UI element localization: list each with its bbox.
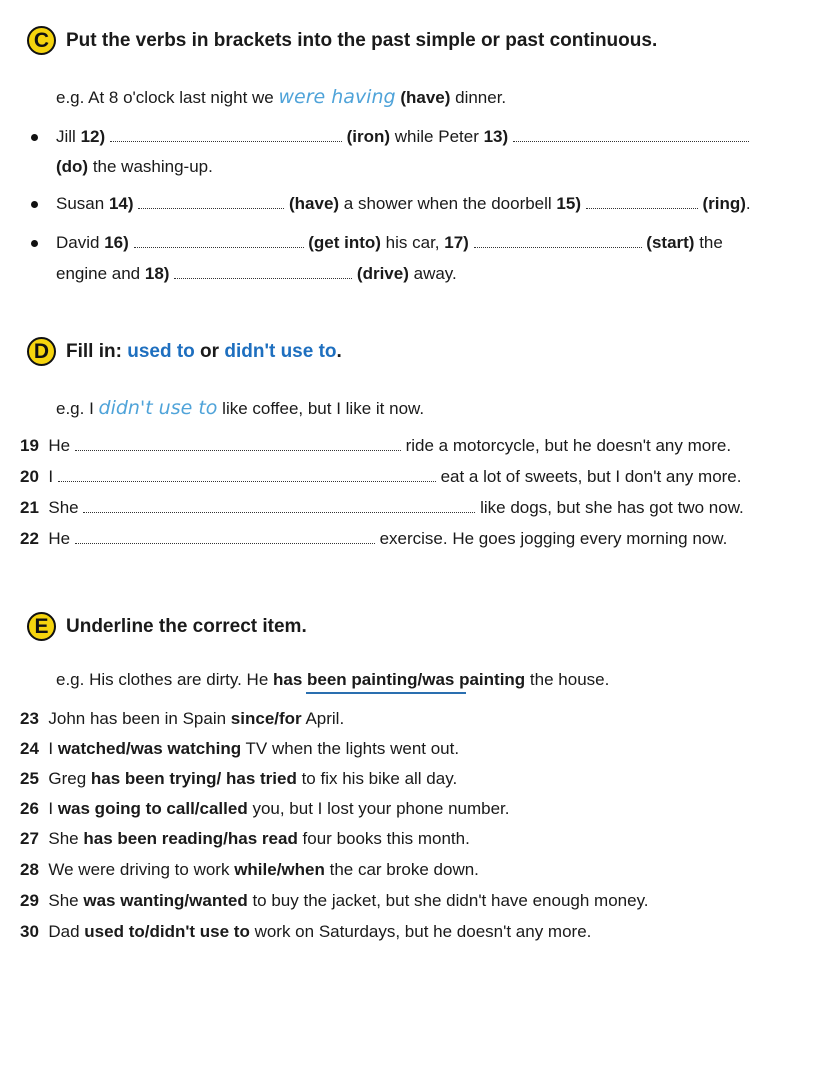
choice-options[interactable]: while/when (234, 860, 325, 879)
item-text: away. (408, 264, 457, 283)
item-number: 25 (20, 769, 39, 788)
section-letter: E (34, 615, 49, 638)
item-text: John has been in Spain (48, 709, 231, 728)
item-number: 23 (20, 709, 39, 728)
item-number: 29 (20, 891, 39, 910)
section-c-badge (27, 26, 56, 55)
answer-blank-15[interactable] (586, 196, 698, 209)
item-text: exercise. He goes jogging every morning now. (379, 529, 728, 548)
choice-options[interactable]: used to/didn't use to (84, 922, 250, 941)
section-e-badge (27, 612, 56, 641)
verb-hint: (get into) (308, 233, 381, 252)
choice-options[interactable]: has been trying/ has tried (90, 769, 297, 788)
item-text: the washing-up. (88, 157, 213, 176)
exercise-item-25 (20, 769, 457, 789)
exercise-item-26 (20, 799, 510, 819)
verb-hint: (do) (56, 157, 89, 176)
exercise-item-22 (20, 529, 727, 549)
answer-blank-13[interactable] (513, 129, 749, 142)
item-number: 22 (20, 529, 39, 548)
verb-hint: (have) (288, 194, 340, 213)
item-text: the car broke down. (324, 860, 479, 879)
item-number: 26 (20, 799, 39, 818)
item-number: 13) (483, 127, 509, 146)
item-number: 17) (444, 233, 469, 252)
answer-blank-14[interactable] (138, 196, 284, 209)
exercise-item-24 (20, 739, 459, 759)
section-c-example (56, 86, 506, 108)
answer-blank-19[interactable] (75, 438, 401, 451)
item-text: We were driving to work (48, 860, 235, 879)
item-number: 19 (20, 436, 39, 455)
section-d-example (56, 397, 424, 419)
item-text: Jill (56, 127, 81, 146)
item-number: 21 (20, 498, 39, 517)
answer-blank-12[interactable] (110, 129, 342, 142)
option-used-to: used to (127, 341, 195, 362)
example-text: e.g. I (56, 399, 99, 418)
example-answer: were having (278, 86, 396, 108)
section-e-title: Underline the correct item. (66, 616, 307, 637)
answer-blank-21[interactable] (83, 500, 475, 513)
item-text: . (745, 194, 751, 213)
item-number: 27 (20, 829, 39, 848)
item-number: 16) (104, 233, 129, 252)
item-text: He (48, 436, 71, 455)
item-text: He (48, 529, 71, 548)
exercise-item-david-line2 (56, 264, 457, 284)
item-number: 28 (20, 860, 39, 879)
item-text: Dad (48, 922, 85, 941)
section-letter: D (33, 340, 50, 363)
example-text: e.g. At 8 o'clock last night we (56, 88, 279, 107)
item-text: Susan (56, 194, 109, 213)
title-text: . (336, 341, 342, 362)
item-number: 20 (20, 467, 39, 486)
choice-options[interactable]: watched/was watching (57, 739, 242, 758)
item-text: Greg (48, 769, 91, 788)
item-text: I (48, 799, 58, 818)
exercise-item-23 (20, 709, 344, 729)
answer-blank-20[interactable] (58, 469, 436, 482)
example-answer: didn't use to (98, 397, 218, 419)
choice-options[interactable]: was going to call/called (57, 799, 248, 818)
item-text: I (48, 467, 54, 486)
item-text: She (48, 891, 84, 910)
section-d-badge (27, 337, 56, 366)
item-text: She (48, 829, 84, 848)
option-didnt-use-to: didn't use to (224, 341, 337, 362)
bullet (31, 201, 38, 208)
exercise-item-jill (56, 127, 749, 147)
example-verb: (have) (400, 88, 451, 107)
example-options: has been painting/was painting (273, 670, 526, 689)
item-text: to buy the jacket, but she didn't have enough money. (247, 891, 649, 910)
item-text: the (694, 233, 723, 252)
bullet (31, 240, 38, 247)
item-number: 30 (20, 922, 39, 941)
item-text: David (56, 233, 105, 252)
verb-hint: (ring) (702, 194, 746, 213)
answer-blank-17[interactable] (474, 235, 642, 248)
item-number: 12) (80, 127, 106, 146)
exercise-item-27 (20, 829, 470, 849)
exercise-item-david (56, 233, 723, 253)
choice-options[interactable]: since/for (230, 709, 302, 728)
section-d-title (66, 341, 342, 363)
bullet (31, 134, 38, 141)
item-text: four books this month. (297, 829, 470, 848)
item-text: April. (301, 709, 345, 728)
example-underline (306, 692, 466, 694)
item-text: like dogs, but she has got two now. (480, 498, 744, 517)
item-text: ride a motorcycle, but he doesn't any more. (405, 436, 732, 455)
title-text: Fill in: (66, 341, 128, 362)
exercise-item-30 (20, 922, 591, 942)
exercise-item-20 (20, 467, 742, 487)
section-c-title: Put the verbs in brackets into the past simple or past continuous. (66, 30, 658, 51)
example-text: dinner. (450, 88, 507, 107)
exercise-item-susan (56, 194, 751, 214)
exercise-item-21 (20, 498, 744, 518)
item-text: his car, (380, 233, 445, 252)
verb-hint: (iron) (346, 127, 391, 146)
item-text: a shower when the doorbell (339, 194, 557, 213)
item-text: eat a lot of sweets, but I don't any more. (440, 467, 742, 486)
answer-blank-18[interactable] (174, 266, 352, 279)
item-text: She (48, 498, 79, 517)
exercise-item-jill-line2 (56, 157, 213, 177)
example-text: like coffee, but I like it now. (222, 399, 425, 418)
item-text: I (48, 739, 58, 758)
verb-hint: (start) (646, 233, 695, 252)
item-text: to fix his bike all day. (296, 769, 458, 788)
item-text: you, but I lost your phone number. (247, 799, 510, 818)
item-number: 15) (556, 194, 581, 213)
example-text: the house. (525, 670, 610, 689)
exercise-item-19 (20, 436, 731, 456)
item-text: while Peter (390, 127, 484, 146)
section-letter: C (33, 29, 50, 52)
section-e-example (56, 670, 609, 690)
exercise-item-29 (20, 891, 649, 911)
answer-blank-22[interactable] (75, 531, 375, 544)
answer-blank-16[interactable] (134, 235, 304, 248)
item-number: 14) (108, 194, 134, 213)
item-text: work on Saturdays, but he doesn't any more. (249, 922, 592, 941)
item-number: 18) (144, 264, 170, 283)
choice-options[interactable]: was wanting/wanted (83, 891, 248, 910)
item-number: 24 (20, 739, 39, 758)
example-text: e.g. His clothes are dirty. He (56, 670, 273, 689)
item-text: engine and (56, 264, 145, 283)
verb-hint: (drive) (356, 264, 409, 283)
item-text: TV when the lights went out. (241, 739, 460, 758)
exercise-item-28 (20, 860, 479, 880)
title-text: or (194, 341, 225, 362)
choice-options[interactable]: has been reading/has read (83, 829, 298, 848)
